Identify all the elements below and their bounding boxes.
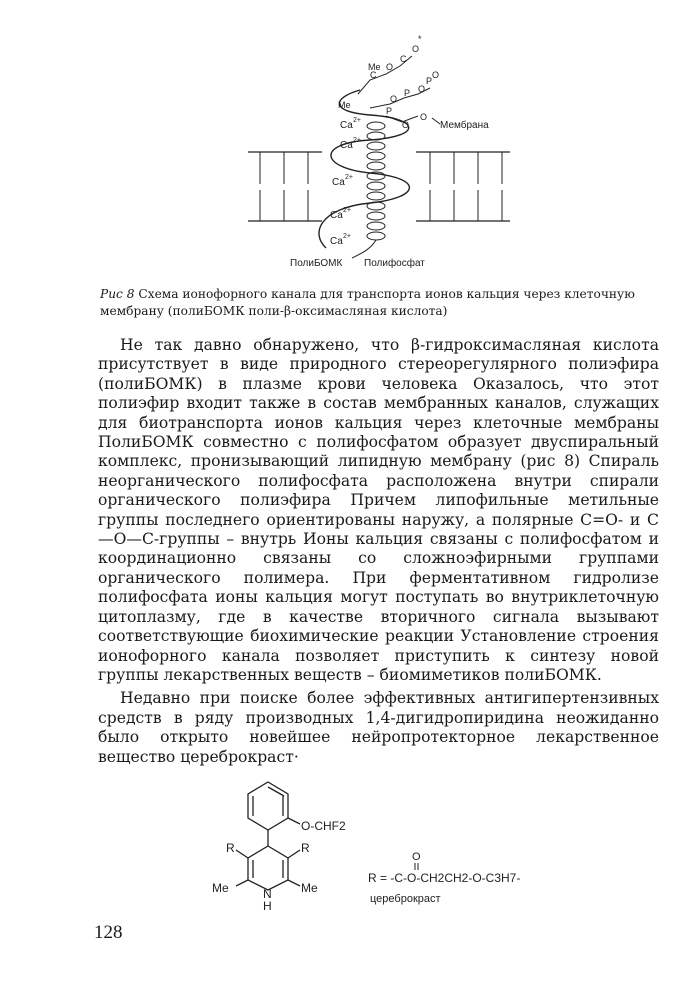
ionophore-channel-figure xyxy=(240,18,520,270)
methyl-label-2: Me xyxy=(368,62,381,72)
hydrogen-label: H xyxy=(263,899,272,913)
charge-label: 2+ xyxy=(345,174,353,181)
dihydropyridine-ring xyxy=(236,818,300,890)
compound-name: цереброкраст xyxy=(370,893,441,905)
page-number: 128 xyxy=(94,922,123,943)
calcium-label: Ca xyxy=(340,140,353,151)
calcium-label: Ca xyxy=(330,210,343,221)
calcium-ions xyxy=(330,120,353,247)
substituent-label: O-CHF2 xyxy=(301,819,346,833)
svg-text:O: O xyxy=(412,44,420,54)
methyl-label-1: Me xyxy=(338,100,351,110)
svg-text:O: O xyxy=(402,120,410,130)
benzene-ring xyxy=(248,782,288,830)
r-right-label: R xyxy=(301,841,310,855)
caption-number: Рис 8 xyxy=(100,287,135,301)
calcium-label: Ca xyxy=(332,177,345,188)
polybomk-label: ПолиБОМК xyxy=(290,258,343,269)
calcium-charges xyxy=(343,117,361,240)
svg-text:P: P xyxy=(404,88,411,98)
svg-text:C: C xyxy=(400,54,407,64)
charge-label: 2+ xyxy=(343,207,351,214)
svg-text:O: O xyxy=(418,84,426,94)
figure-caption xyxy=(100,286,660,320)
charge-label: 2+ xyxy=(353,137,361,144)
svg-text:O: O xyxy=(420,112,428,122)
charge-label: 2+ xyxy=(343,233,351,240)
methyl-left-label: Me xyxy=(212,881,229,895)
svg-text:O: O xyxy=(432,70,440,80)
calcium-label: Ca xyxy=(340,120,353,131)
nitrogen-label: N xyxy=(263,887,272,901)
calcium-label: Ca xyxy=(330,236,343,247)
paragraph: Не так давно обнаружено, что β-гидроксимасляная кислота присутствует в виде природного стереорегулярного полиэфира (полиБОМК) в плазме крови человека Оказалось, что этот полиэфир входит также в состав мембранных каналов, служащих для биотранспорта ионов кальция через клеточные мембраны ПолиБОМК совместно с полифосфатом образует двуспиральный комплекс, пронизывающий липидную мембрану (рис 8) Спираль неорганического полифосфата расположена внутри спирали органического полиэфира Причем липофильные метильные группы последнего ориентированы наружу, а полярные С=О- и С—О—С-группы – внутрь Ионы кальция связаны с полифосфатом и координационно связаны со сложноэфирными группами органического полимера. При ферментативном гидролизе полифосфата ионы кальция могут поступать во внутриклеточную цитоплазму, где в качестве вторичного сигнала вызывают соответствующие биохимические реакции Установление строения ионофорного канала позволяет приступить к синтезу новой группы лекарственных веществ – биомиметиков полиБОМК. xyxy=(98,336,659,684)
polyester-helix xyxy=(319,90,409,248)
svg-text:P: P xyxy=(426,76,433,86)
svg-text:O: O xyxy=(390,94,398,104)
body-text xyxy=(98,336,659,767)
paragraph: Недавно при поиске более эффективных антигипертензивных средств в ряду производных 1,4-дигидропиридина неожиданно было открыто новейшее нейропротекторное лекарственное вещество цереброкраст· xyxy=(98,689,659,766)
caption-text: Схема ионофорного канала для транспорта ионов кальция через клеточную мембрану (полиБОМК поли-β-оксимасляная кислота) xyxy=(100,287,635,318)
polyphosphate-label: Полифосфат xyxy=(364,258,425,269)
r-left-label: R xyxy=(226,841,235,855)
svg-text:*: * xyxy=(418,34,422,44)
svg-text:O: O xyxy=(386,62,394,72)
r-definition: R = -C-O-CH2CH2-O-C3H7- xyxy=(368,871,521,885)
svg-text:C: C xyxy=(370,70,377,80)
svg-text:P: P xyxy=(386,106,393,116)
cerebrocrast-structure xyxy=(200,774,560,914)
methyl-right-label: Me xyxy=(301,881,318,895)
charge-label: 2+ xyxy=(353,117,361,124)
carbonyl-oxygen-label: O xyxy=(412,851,421,863)
membrane-label: Мембрана xyxy=(440,120,489,131)
